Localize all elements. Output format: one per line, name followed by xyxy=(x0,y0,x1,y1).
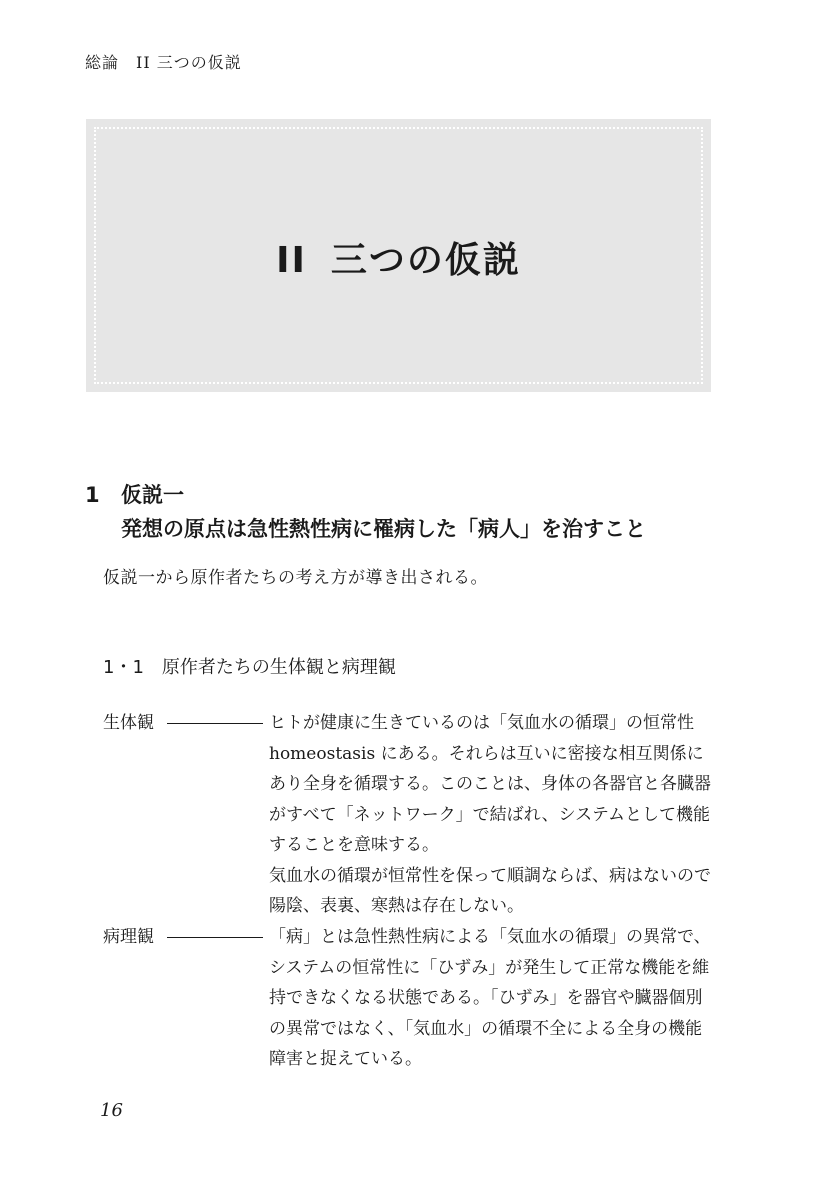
page-number: 16 xyxy=(100,1100,123,1121)
definition-body xyxy=(269,922,719,1075)
definition-paragraph: 「病」とは急性熱性病による「気血水の循環」の異常で、システムの恒常性に「ひずみ」が発生して正常な機能を維持できなくなる状態である。「ひずみ」を器官や臓器個別の異常ではなく、「気血水」の循環不全による全身の機能障害と捉えている。 xyxy=(269,927,711,1069)
section-heading xyxy=(85,478,646,546)
definition-seitaikan xyxy=(103,708,723,922)
definition-body xyxy=(269,708,719,922)
section-number: 1 xyxy=(85,483,100,507)
subsection-title: 原作者たちの生体観と病理観 xyxy=(161,657,396,678)
subsection-number: 1・1 xyxy=(103,657,144,678)
chapter-title-frame xyxy=(94,127,703,384)
chapter-title-text: 三つの仮説 xyxy=(330,240,521,281)
section-title: 仮説一 xyxy=(121,483,184,507)
definition-leader-line xyxy=(167,937,263,938)
chapter-number: II xyxy=(276,240,307,281)
subsection-heading xyxy=(103,653,396,679)
definition-term: 生体観 xyxy=(103,713,154,733)
chapter-title-box xyxy=(86,119,711,392)
chapter-title xyxy=(276,232,521,283)
section-subtitle: 発想の原点は急性熱性病に罹病した「病人」を治すこと xyxy=(121,517,646,541)
definition-byourikan xyxy=(103,922,723,1075)
definition-term: 病理観 xyxy=(103,927,154,947)
intro-paragraph: 仮説一から原作者たちの考え方が導き出される。 xyxy=(103,568,488,588)
definition-paragraph: ヒトが健康に生きているのは「気血水の循環」の恒常性 homeostasis にある。それらは互いに密接な相互関係にあり全身を循環する。このことは、身体の各器官と各臓器がすべて「ネットワーク」で結ばれ、システムとして機能することを意味する。 xyxy=(269,713,711,855)
running-head: 総論 II 三つの仮説 xyxy=(85,53,242,72)
definition-paragraph: 気血水の循環が恒常性を保って順調ならば、病はないので陽陰、表裏、寒熱は存在しない。 xyxy=(269,865,711,916)
definition-leader-line xyxy=(167,723,263,724)
